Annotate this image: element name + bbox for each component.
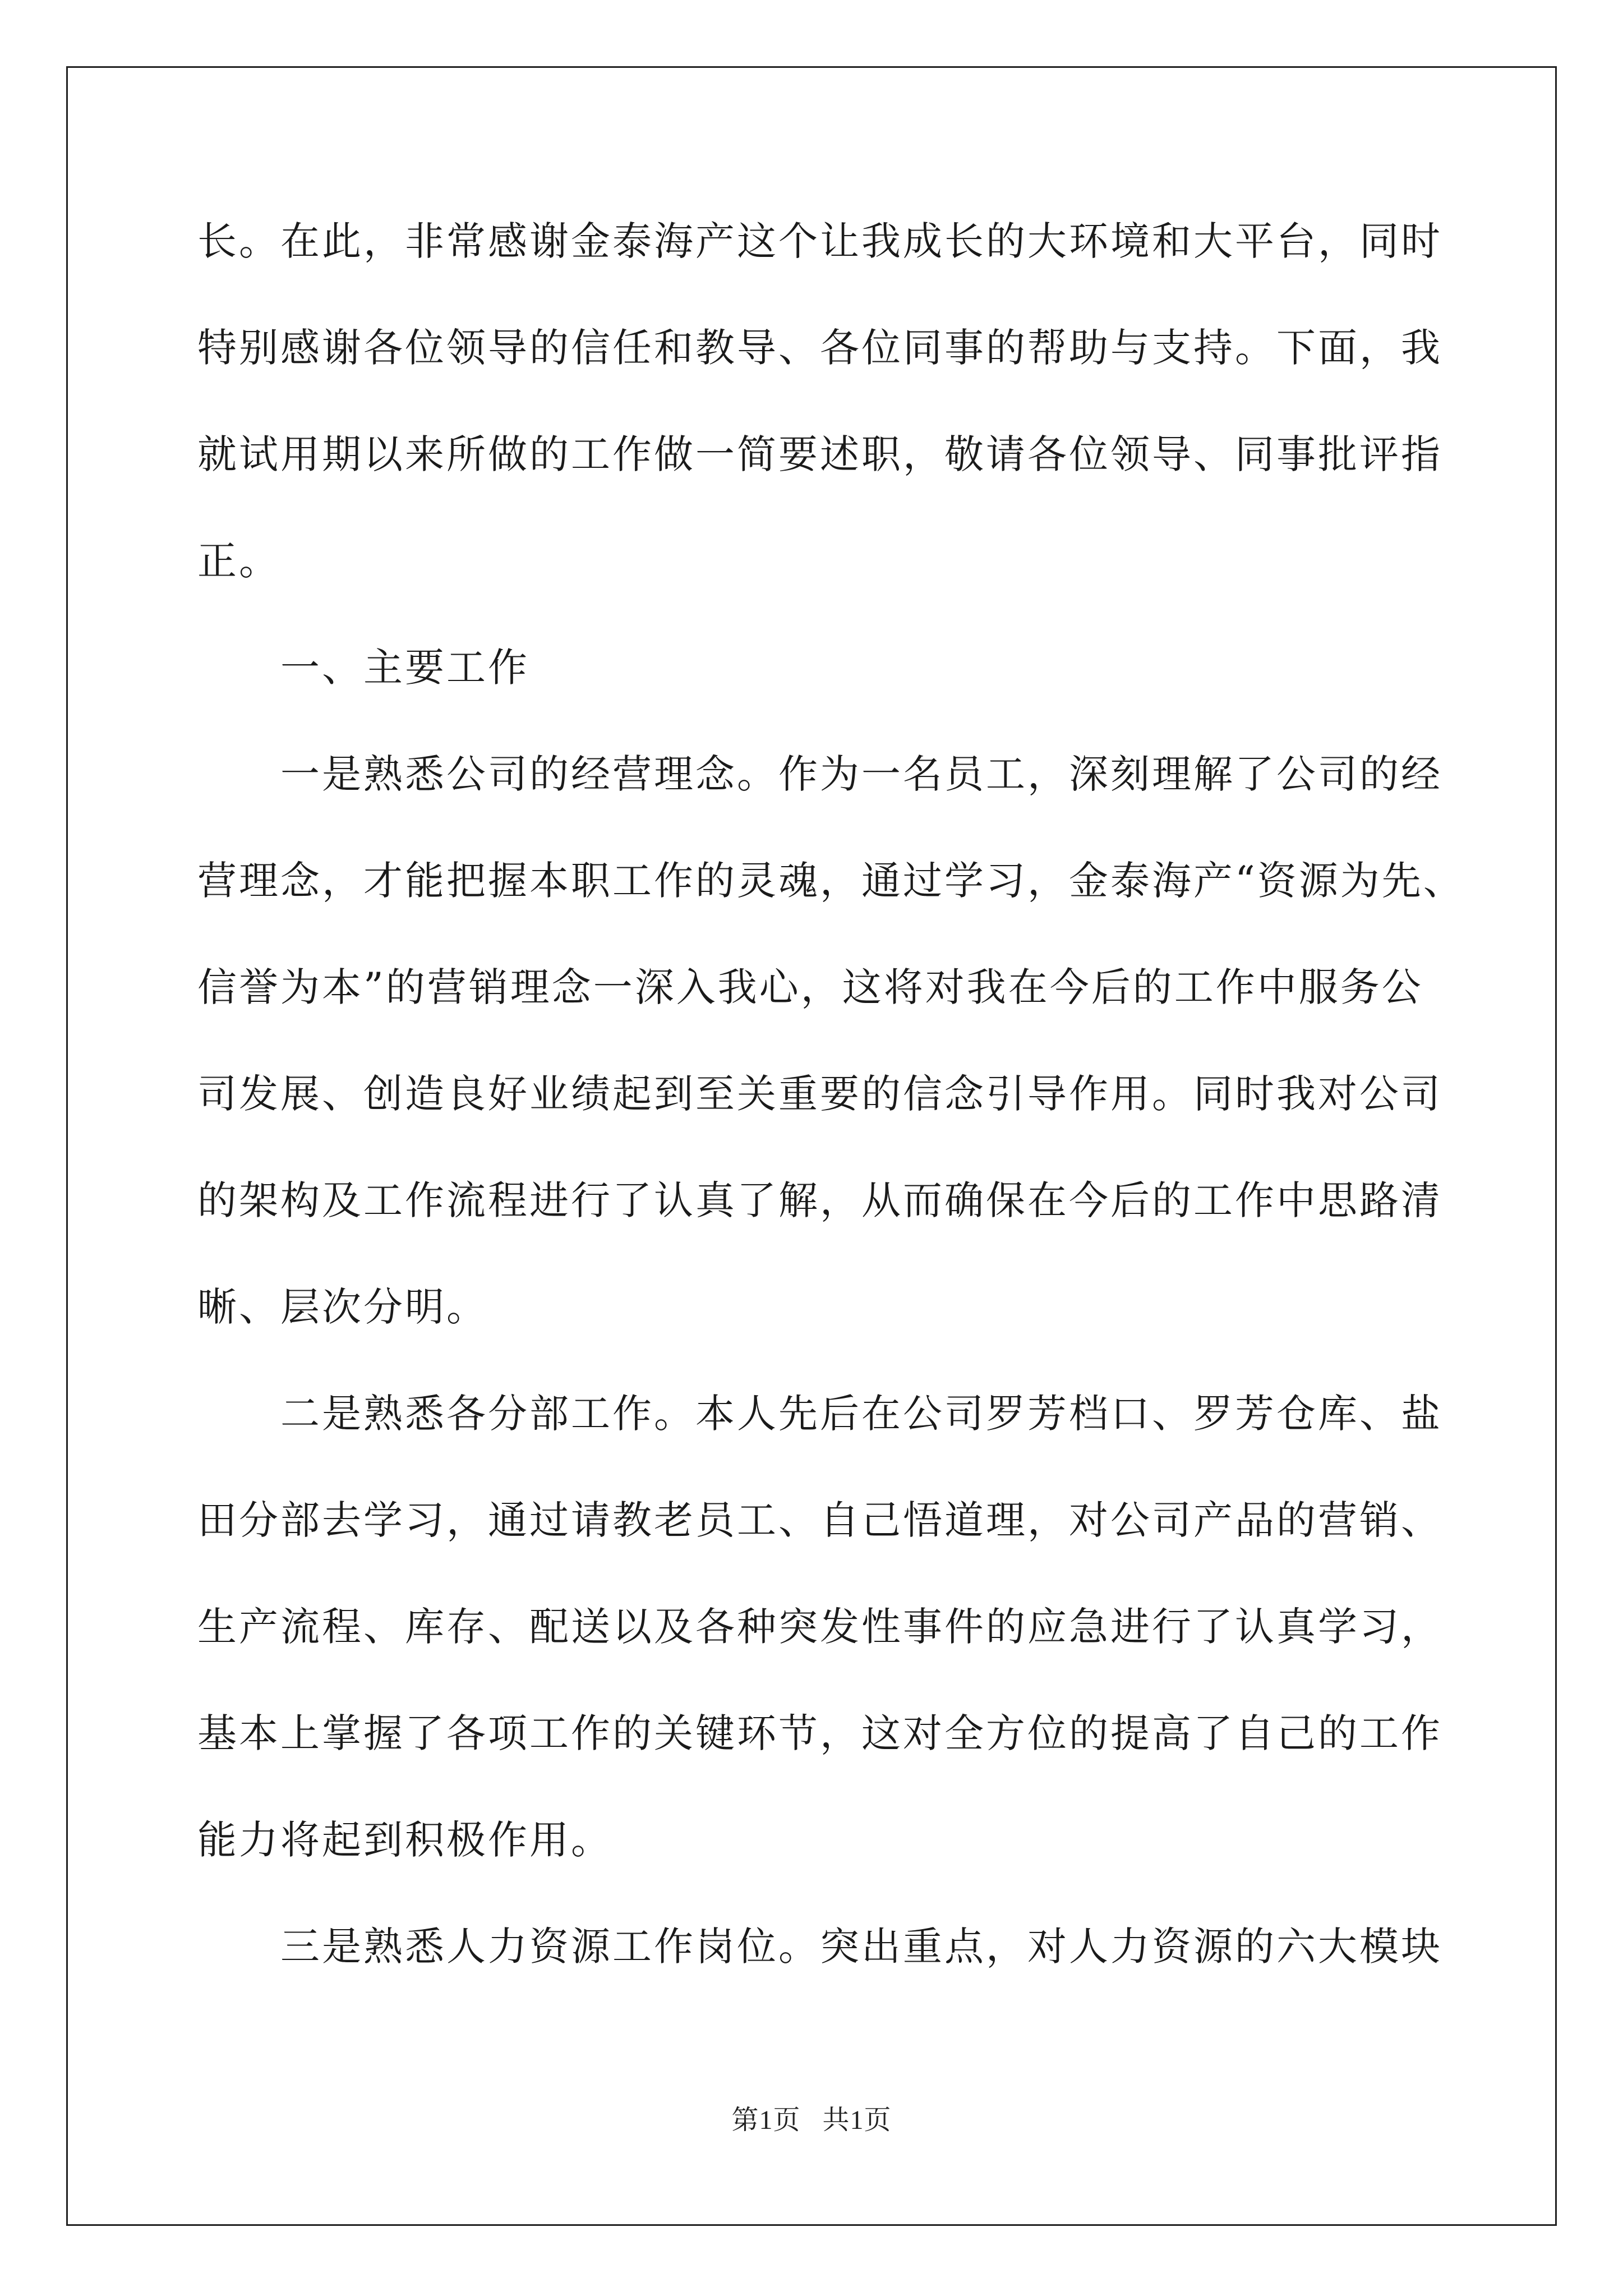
paragraph-first-line: 三是熟悉人力资源工作岗位。突出重点，对人力资源的六大模块 xyxy=(280,1924,1442,1970)
text-line: 信誉为本”的营销理念一深入我心，这将对我在今后的工作中服务公 xyxy=(197,964,1423,1010)
text-line: 生产流程、库存、配送以及各种突发性事件的应急进行了认真学习， xyxy=(197,1604,1442,1650)
paragraph-first-line: 二是熟悉各分部工作。本人先后在公司罗芳档口、罗芳仓库、盐 xyxy=(280,1391,1442,1437)
text-line: 就试用期以来所做的工作做一简要述职，敬请各位领导、同事批评指 xyxy=(197,431,1442,477)
text-line: 特别感谢各位领导的信任和教导、各位同事的帮助与支持。下面，我 xyxy=(197,325,1442,371)
text-line: 营理念，才能把握本职工作的灵魂，通过学习，金泰海产“资源为先、 xyxy=(197,858,1465,904)
page-border xyxy=(66,66,1557,2226)
paragraph-first-line: 一是熟悉公司的经营理念。作为一名员工，深刻理解了公司的经 xyxy=(280,751,1442,797)
text-line: 的架构及工作流程进行了认真了解，从而确保在今后的工作中思路清 xyxy=(197,1177,1442,1223)
section-heading: 一、主要工作 xyxy=(280,645,529,691)
text-line: 晰、层次分明。 xyxy=(197,1284,488,1330)
text-line: 田分部去学习，通过请教老员工、自己悟道理，对公司产品的营销、 xyxy=(197,1497,1442,1543)
text-line: 基本上掌握了各项工作的关键环节，这对全方位的提高了自己的工作 xyxy=(197,1710,1442,1756)
text-line: 长。在此，非常感谢金泰海产这个让我成长的大环境和大平台，同时 xyxy=(197,218,1442,264)
text-line: 能力将起到积极作用。 xyxy=(197,1817,612,1863)
text-line: 司发展、创造良好业绩起到至关重要的信念引导作用。同时我对公司 xyxy=(197,1071,1442,1117)
page-number-footer: 第1页 共1页 xyxy=(731,2105,892,2135)
text-line: 正。 xyxy=(197,538,280,584)
